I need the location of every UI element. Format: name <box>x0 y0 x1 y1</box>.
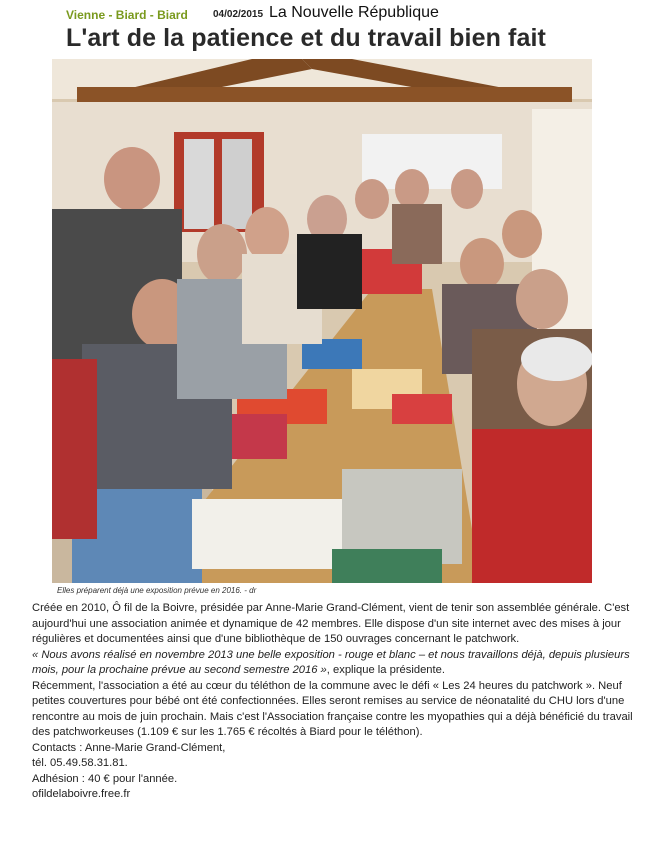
article-header <box>66 4 646 24</box>
article-paragraph-telethon: Récemment, l'association a été au cœur du téléthon de la commune avec le défi « Les 24 heures du patchwork ». Neuf petites couvertures pour bébé ont été confectionnées. Elles seront remises au service de néonatalité du CHU lors d'une rencontre au mois de juin prochain. Mais c'est l'Association française contre les myopathies qui a déjà bénéficié du travail des patchworkeuses (1.109 € sur les 1.765 € récoltés à Biard pour le téléthon). <box>32 679 633 738</box>
article-title: L'art de la patience et du travail bien fait <box>66 24 546 52</box>
photo-caption: Elles préparent déjà une exposition prévue en 2016. - dr <box>57 586 257 595</box>
article-paragraph: Créée en 2010, Ô fil de la Boivre, présidée par Anne-Marie Grand-Clément, vient de tenir son assemblée générale. C'est aujourd'hui une association animée et dynamique de 42 membres. Elle dispose d'un site internet avec des mises à jour régulières et documentées ainsi que d'une bibliothèque de 150 ouvrages concernant le patchwork. <box>32 602 630 645</box>
publication-date: 04/02/2015 <box>213 9 264 20</box>
quote-text: « Nous avons réalisé en novembre 2013 une belle exposition - rouge et blanc – et nous travaillons déjà, depuis plusieurs mois, pour la prochaine prévue au second semestre 2016 » <box>32 648 630 676</box>
newspaper-name: La Nouvelle République <box>269 4 439 21</box>
quote-attribution: , explique la présidente. <box>326 664 445 676</box>
website-line[interactable]: ofildelaboivre.free.fr <box>32 788 131 800</box>
membership-line: Adhésion : 40 € pour l'année. <box>32 772 178 785</box>
contacts-line: Contacts : Anne-Marie Grand-Clément, <box>32 741 226 754</box>
breadcrumb[interactable]: Vienne - Biard - Biard <box>66 8 188 22</box>
president-quote <box>32 648 648 679</box>
article-photo <box>52 59 592 583</box>
phone-line: tél. 05.49.58.31.81. <box>32 757 128 769</box>
article-body <box>32 601 648 803</box>
photo-illustration <box>52 59 592 583</box>
